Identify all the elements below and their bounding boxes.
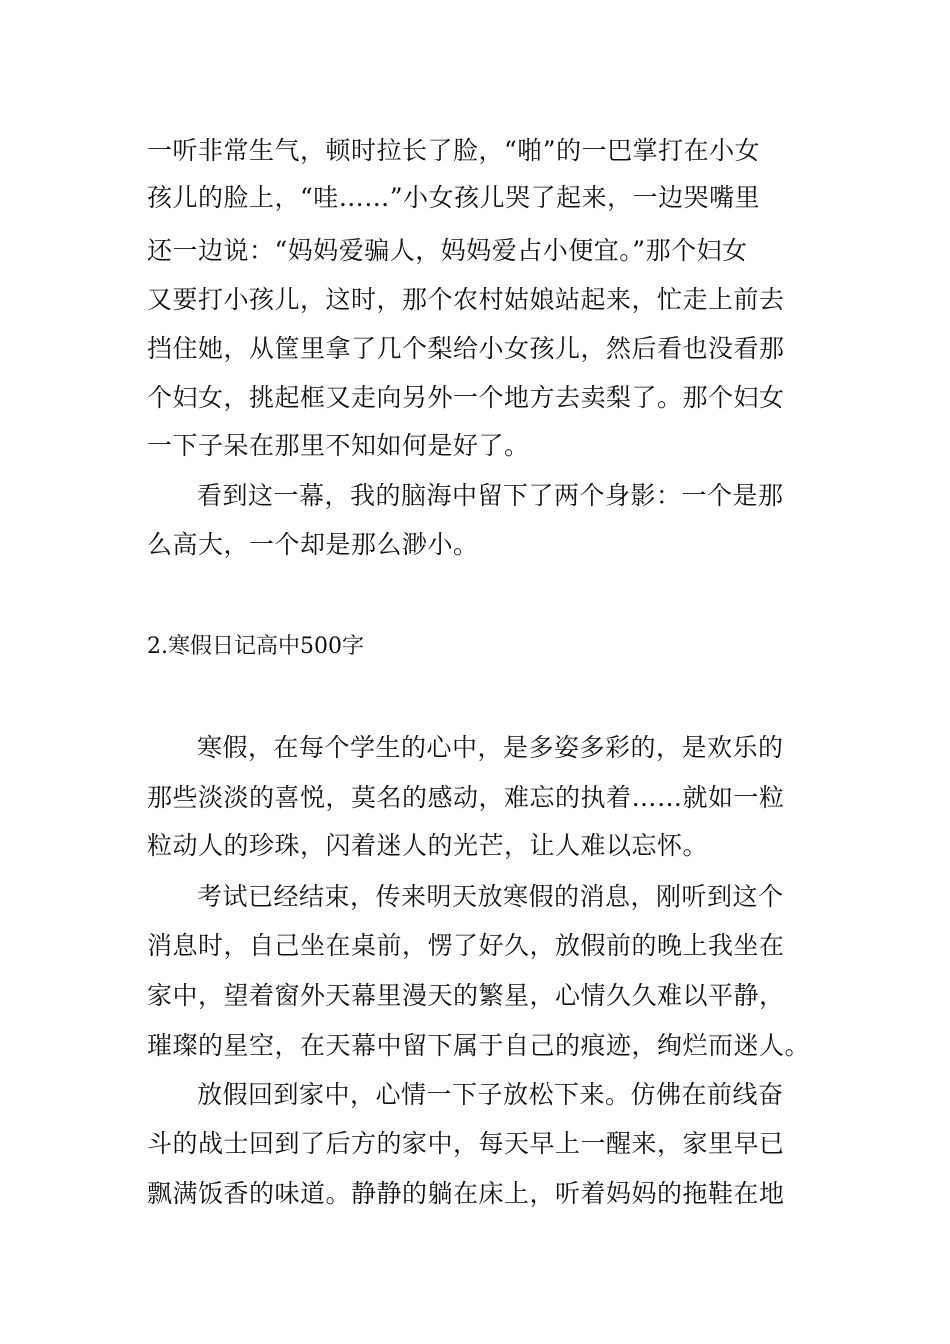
text-line: 那些淡淡的喜悦，莫名的感动，难忘的执着……就如一粒 xyxy=(147,783,785,812)
paragraph-first-line: 寒假，在每个学生的心中，是多姿多彩的，是欢乐的 xyxy=(197,733,784,762)
text-line: 又要打小孩儿，这时，那个农村姑娘站起来，忙走上前去 xyxy=(147,285,785,314)
paragraph-first-line: 放假回到家中，心情一下子放松下来。仿佛在前线奋 xyxy=(197,1080,784,1109)
text-line: 飘满饭香的味道。静静的躺在床上，听着妈妈的拖鞋在地 xyxy=(147,1179,785,1208)
paragraph-first-line: 考试已经结束，传来明天放寒假的消息，刚听到这个 xyxy=(197,882,784,911)
text-line: 璀璨的星空，在天幕中留下属于自己的痕迹，绚烂而迷人。 xyxy=(147,1031,811,1060)
text-line: 粒动人的珍珠，闪着迷人的光芒，让人难以忘怀。 xyxy=(147,831,709,860)
text-line: 么高大，一个却是那么渺小。 xyxy=(147,530,479,559)
text-line: 一下子呆在那里不知如何是好了。 xyxy=(147,431,530,460)
text-line: 消息时，自己坐在桌前，愣了好久，放假前的晚上我坐在 xyxy=(147,931,785,960)
text-line: 孩儿的脸上，“哇……”小女孩儿哭了起来，一边哭嘴里 xyxy=(147,183,761,212)
text-line: 挡住她，从筐里拿了几个梨给小女孩儿，然后看也没看那 xyxy=(147,334,785,363)
paragraph-first-line: 看到这一幕，我的脑海中留下了两个身影：一个是那 xyxy=(197,481,784,510)
text-line: 还一边说：“妈妈爱骗人，妈妈爱占小便宜。”那个妇女 xyxy=(147,236,748,265)
text-line: 家中，望着窗外天幕里漫天的繁星，心情久久难以平静， xyxy=(147,981,785,1010)
text-line: 斗的战士回到了后方的家中，每天早上一醒来，家里早已 xyxy=(147,1129,785,1158)
text-line: 个妇女，挑起框又走向另外一个地方去卖梨了。那个妇女 xyxy=(147,383,785,412)
text-line: 一听非常生气，顿时拉长了脸，“啪”的一巴掌打在小女 xyxy=(147,136,761,165)
section-heading: 2.寒假日记高中500字 xyxy=(147,634,364,659)
